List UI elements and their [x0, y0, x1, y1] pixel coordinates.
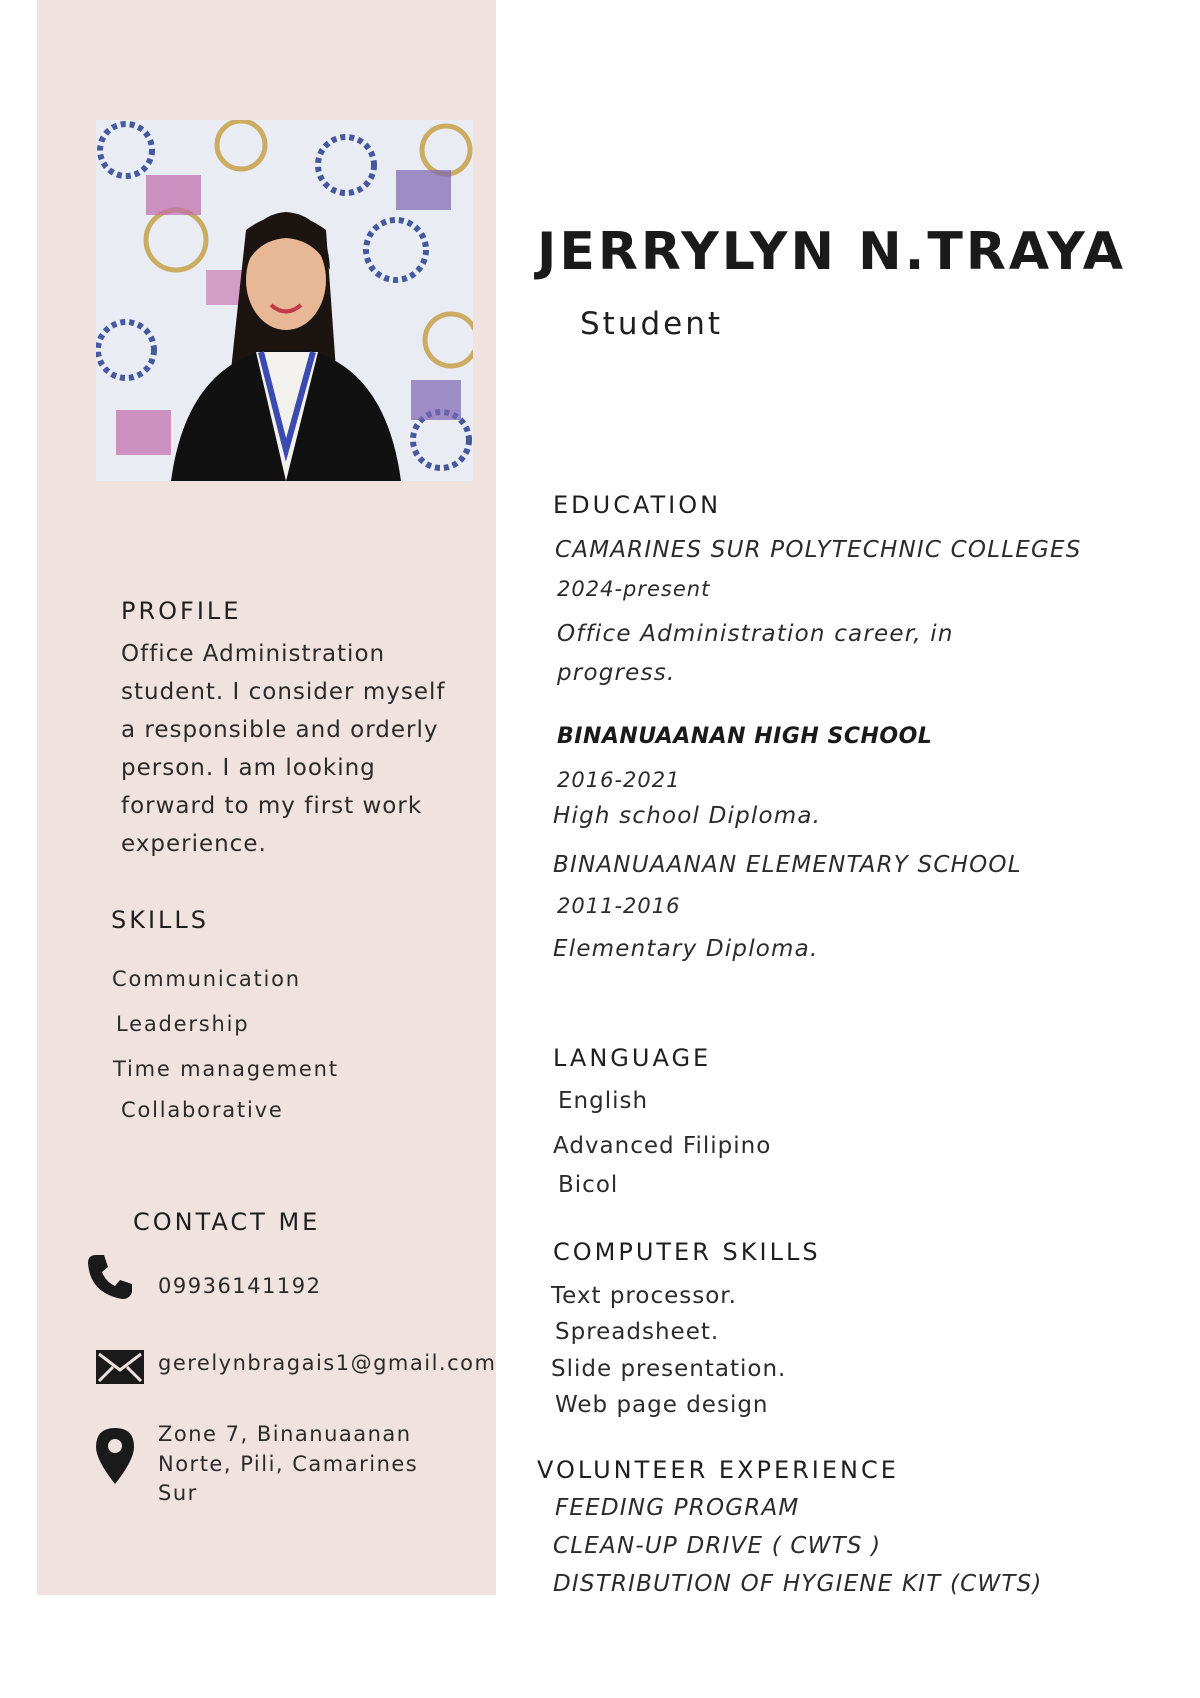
profile-line: a responsible and orderly [121, 717, 439, 743]
location-pin-icon [96, 1428, 134, 1484]
language-item: Advanced Filipino [553, 1133, 772, 1159]
education-heading: EDUCATION [553, 491, 722, 519]
email-icon [96, 1350, 144, 1384]
language-heading: LANGUAGE [553, 1044, 712, 1072]
profile-line: person. I am looking [121, 755, 376, 781]
computer-skills-heading: COMPUTER SKILLS [553, 1238, 821, 1266]
contact-phone: 09936141192 [158, 1274, 322, 1298]
education-school: BINANUAANAN HIGH SCHOOL [557, 724, 933, 749]
computer-skill-item: Text processor. [551, 1283, 737, 1309]
education-years: 2024-present [557, 577, 711, 601]
skill-item: Communication [112, 967, 301, 991]
profile-line: forward to my first work [121, 793, 423, 819]
education-detail: High school Diploma. [553, 803, 822, 829]
skill-item: Collaborative [121, 1098, 284, 1122]
skill-item: Time management [113, 1057, 339, 1081]
contact-email: gerelynbragais1@gmail.com [158, 1351, 497, 1375]
volunteer-item: DISTRIBUTION OF HYGIENE KIT (CWTS) [553, 1571, 1043, 1597]
language-item: English [558, 1088, 649, 1114]
computer-skill-item: Web page design [555, 1392, 769, 1418]
education-school: CAMARINES SUR POLYTECHNIC COLLEGES [555, 537, 1082, 563]
volunteer-item: FEEDING PROGRAM [555, 1495, 800, 1521]
education-detail: Elementary Diploma. [553, 936, 819, 962]
profile-line: Office Administration [121, 641, 386, 667]
computer-skill-item: Slide presentation. [551, 1356, 787, 1382]
education-years: 2011-2016 [557, 894, 681, 918]
contact-heading: CONTACT ME [133, 1208, 321, 1236]
profile-heading: PROFILE [121, 597, 242, 625]
contact-address-line: Sur [158, 1481, 198, 1505]
education-school: BINANUAANAN ELEMENTARY SCHOOL [553, 852, 1022, 878]
profile-line: student. I consider myself [121, 679, 446, 705]
contact-address-line: Norte, Pili, Camarines [158, 1452, 419, 1476]
contact-address-line: Zone 7, Binanuaanan [158, 1422, 412, 1446]
volunteer-item: CLEAN-UP DRIVE ( CWTS ) [553, 1533, 882, 1559]
skills-heading: SKILLS [111, 906, 210, 934]
job-title: Student [580, 306, 724, 342]
language-item: Bicol [558, 1172, 619, 1198]
skill-item: Leadership [116, 1012, 250, 1036]
education-detail: Office Administration career, in [557, 621, 954, 647]
education-detail: progress. [557, 660, 676, 686]
profile-line: experience. [121, 831, 267, 857]
volunteer-heading: VOLUNTEER EXPERIENCE [537, 1456, 899, 1484]
full-name: JERRYLYN N.TRAYA [537, 222, 1127, 282]
profile-photo [96, 120, 473, 481]
education-years: 2016-2021 [557, 768, 681, 792]
computer-skill-item: Spreadsheet. [555, 1319, 720, 1345]
phone-icon [86, 1253, 134, 1301]
